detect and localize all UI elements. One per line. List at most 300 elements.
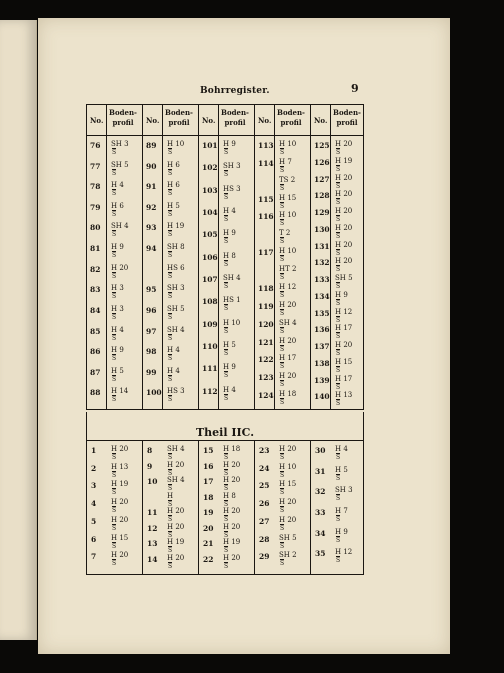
bore-number: 84 [90,305,101,315]
bore-number: 30 [315,446,326,455]
subsoil-symbol: S [224,485,229,492]
soil-profile: HS 3 [223,184,241,193]
bore-number: 27 [259,516,270,526]
soil-profile: H 6 [167,160,180,169]
subsoil-symbol: S [168,210,173,218]
bore-number: 95 [146,285,157,295]
soil-profile: H 15 [335,357,353,366]
soil-profile: H 5 [167,201,180,210]
subsoil-symbol: S [168,547,173,554]
subsoil-symbol: S [224,260,229,268]
subsoil-symbol: S [112,334,117,342]
bore-number: 29 [259,552,270,562]
soil-profile: H 20 [335,190,353,199]
bore-number: 107 [202,275,218,284]
number-divider [218,105,219,409]
subsoil-symbol: S [112,231,117,239]
bore-number: 5 [91,516,97,526]
subsoil-symbol: S [280,327,285,335]
header-no: No. [314,116,328,125]
subsoil-symbol: S [112,293,117,301]
subsoil-symbol: S [280,274,285,282]
subsoil-symbol: S [280,381,285,389]
subsoil-symbol: S [224,350,229,357]
subsoil-symbol: S [112,396,117,404]
bore-number: 92 [146,202,157,212]
bore-number: 98 [146,347,157,357]
bore-number: 22 [203,554,214,564]
soil-profile: H 20 [335,341,353,349]
bore-number: 124 [258,391,274,401]
bore-number: 4 [91,499,97,509]
subsoil-symbol: S [168,252,173,260]
soil-profile: H 20 [111,445,129,453]
subsoil-symbol: S [168,190,173,198]
subsoil-symbol: S [336,316,341,324]
bore-number: 116 [258,212,274,222]
bore-number: 136 [314,325,330,335]
subsoil-symbol: S [224,516,229,523]
soil-profile: H 5 [335,465,348,474]
bore-number: 140 [314,392,330,402]
soil-profile: SH 4 [167,476,185,484]
bore-number: 9 [147,461,153,471]
soil-profile: H 14 [111,387,129,396]
subsoil-symbol: S [168,485,173,492]
subsoil-symbol: S [112,489,117,497]
soil-profile: H 10 [167,140,185,148]
subsoil-symbol: S [224,531,229,539]
bore-number: 33 [315,508,326,517]
bore-number: 31 [315,466,326,476]
subsoil-symbol: S [224,394,229,402]
column-divider [142,105,143,409]
soil-profile: H 20 [223,476,241,484]
subsoil-symbol: S [224,193,229,201]
subsoil-symbol: S [168,169,173,177]
bore-number: 139 [314,375,330,385]
soil-profile: H 12 [335,307,353,316]
section-rule [87,440,363,441]
header-profile: Boden- profil [221,108,249,127]
subsoil-symbol: S [280,309,285,317]
soil-profile: H 20 [279,498,297,507]
bore-number: 119 [258,301,274,311]
subsoil-symbol: S [280,220,285,228]
subsoil-symbol: S [168,396,173,404]
subsoil-symbol: S [112,210,117,218]
subsoil-symbol: S [336,536,341,544]
bore-number: 32 [315,487,326,497]
soil-profile: H 9 [335,527,348,536]
soil-profile: SH 4 [167,325,185,334]
bore-number: 79 [90,202,101,212]
subsoil-symbol: S [336,216,341,223]
bore-number: 129 [314,208,330,217]
soil-profile: H 10 [223,318,241,327]
subsoil-symbol: S [112,313,117,321]
bore-number: 87 [90,367,101,377]
soil-profile: H 20 [111,263,129,272]
soil-profile: H 4 [223,385,236,394]
soil-profile: H 20 [111,515,129,524]
bore-number: 128 [314,191,330,201]
bore-number: 96 [146,305,157,315]
subsoil-symbol: S [224,372,229,380]
subsoil-symbol: S [168,355,173,363]
soil-profile: HS 3 [167,387,185,396]
subsoil-symbol: S [336,383,341,391]
soil-profile: H 5 [223,341,236,349]
subsoil-symbol: S [280,399,285,407]
subsoil-symbol: S [112,375,117,383]
subsoil-symbol: S [280,291,285,299]
bore-number: 15 [203,446,214,455]
soil-profile: H 20 [279,445,297,453]
bore-number: 118 [258,283,274,293]
bore-number: 80 [90,223,101,233]
soil-profile: H 10 [279,140,297,148]
bore-number: 101 [202,141,218,150]
bore-number: 102 [202,163,218,173]
soil-profile: SH 4 [167,445,185,453]
soil-profile: H 13 [335,391,353,400]
soil-profile: H 20 [223,553,241,562]
bore-number: 8 [147,446,153,455]
soil-profile: H 20 [167,553,185,562]
bore-number: 134 [314,291,330,301]
bore-number: 113 [258,141,274,150]
subsoil-symbol: S [168,500,173,508]
subsoil-symbol: S [224,500,229,508]
subsoil-symbol: S [280,524,285,532]
bore-number: 18 [203,492,214,502]
soil-profile: H 6 [111,201,124,210]
soil-profile: H 18 [279,390,297,399]
register-table-top [86,104,364,410]
bore-number: 91 [146,182,157,192]
bore-number: 117 [258,248,274,258]
bore-number: 1 [91,446,97,455]
soil-profile: H 19 [111,480,129,489]
subsoil-symbol: S [336,232,341,240]
soil-profile: H 12 [279,282,297,291]
soil-profile: SH 3 [223,162,241,171]
bore-number: 94 [146,244,157,254]
bore-number: 130 [314,224,330,234]
bore-number: 106 [202,252,218,262]
subsoil-symbol: S [336,333,341,341]
header-profile: Boden- profil [109,108,137,127]
soil-profile: H 5 [111,366,124,375]
subsoil-symbol: S [224,216,229,223]
subsoil-symbol: S [224,238,229,246]
subsoil-symbol: S [112,355,117,363]
subsoil-symbol: S [224,149,229,156]
subsoil-symbol: S [280,345,285,353]
subsoil-symbol: S [336,149,341,156]
column-divider [198,440,199,574]
subsoil-symbol: S [280,560,285,568]
soil-profile: H 4 [335,445,348,453]
soil-profile: HS 1 [223,296,241,305]
header-no: No. [258,116,272,125]
soil-profile: H 3 [111,304,124,313]
soil-profile: SH 4 [223,274,241,282]
subsoil-symbol: S [168,149,173,156]
bore-number: 11 [147,508,158,517]
bore-number: 20 [203,523,214,533]
soil-profile: H 20 [223,460,241,469]
column-divider [310,105,311,409]
soil-profile: H 20 [335,207,353,215]
header-no: No. [146,116,160,125]
subsoil-symbol: S [112,507,117,515]
bore-number: 125 [314,141,330,150]
bore-number: 132 [314,258,330,268]
subsoil-symbol: S [112,454,117,461]
soil-profile: H 20 [279,300,297,309]
subsoil-symbol: S [224,327,229,335]
soil-profile: H 9 [111,243,124,252]
bore-number: 12 [147,523,158,533]
bore-number: 85 [90,326,101,336]
bore-number: 103 [202,185,218,195]
bore-number: 104 [202,208,218,217]
bore-number: 86 [90,347,101,357]
bore-number: 17 [203,477,214,486]
soil-profile: H 19 [335,156,353,165]
page-number: 9 [351,82,359,95]
bore-number: 16 [203,461,214,471]
soil-profile: H 9 [223,363,236,372]
number-divider [330,105,331,409]
bore-number: 6 [91,534,97,544]
bore-number: 26 [259,499,270,509]
bore-number: 123 [258,373,274,383]
bore-number: 120 [258,319,274,329]
soil-profile: H 15 [279,193,297,202]
soil-profile: H 9 [335,290,348,299]
subsoil-symbol: S [224,469,229,477]
soil-profile: H 4 [111,325,124,334]
subsoil-symbol: S [168,272,173,280]
soil-profile: H 17 [279,354,297,363]
bore-number: 23 [259,446,270,455]
subsoil-symbol: S [168,375,173,383]
bore-number: 83 [90,285,101,295]
bore-number: 109 [202,319,218,329]
subsoil-symbol: S [168,531,173,539]
soil-profile: SH 5 [111,160,129,169]
soil-profile: H 20 [223,507,241,515]
subsoil-symbol: S [336,454,341,461]
subsoil-symbol: S [224,305,229,313]
subsoil-symbol: S [112,190,117,198]
bore-number: 112 [202,386,218,396]
facing-page-edge [0,20,37,640]
soil-profile: H 4 [167,366,180,375]
subsoil-symbol: S [112,471,117,479]
bore-number: 121 [258,337,274,347]
soil-profile: H 15 [111,533,129,542]
soil-profile: H 20 [335,240,353,249]
soil-profile: H 20 [111,551,129,560]
running-title: Bohrregister. [200,86,270,96]
soil-profile: H 8 [223,251,236,260]
subsoil-symbol: S [224,547,229,554]
subsoil-symbol: S [280,184,285,192]
subsoil-symbol: S [336,557,341,565]
bore-number: 133 [314,275,330,284]
subsoil-symbol: S [224,283,229,290]
subsoil-symbol: S [336,199,341,207]
subsoil-symbol: S [224,454,229,461]
bore-number: 25 [259,481,270,491]
soil-profile: SH 3 [111,140,129,148]
bore-number: 111 [202,364,218,374]
soil-profile: SH 5 [167,304,185,313]
bore-number: 131 [314,241,330,251]
bore-number: 122 [258,355,274,365]
bore-number: 2 [91,463,97,473]
section-title: Theil IIC. [196,426,255,439]
soil-profile: T 2 [279,229,291,238]
soil-profile: H 17 [335,324,353,333]
bore-number: 99 [146,367,157,377]
bore-number: 7 [91,552,97,562]
soil-profile: H 20 [167,460,185,469]
soil-profile: H 7 [335,507,348,515]
subsoil-symbol: S [336,495,341,503]
soil-profile: SH 5 [335,274,353,282]
bore-number: 14 [147,554,158,564]
header-no: No. [202,116,216,125]
subsoil-symbol: S [224,562,229,570]
soil-profile: H 19 [167,222,185,231]
subsoil-symbol: S [168,562,173,570]
column-divider [142,440,143,574]
subsoil-symbol: S [336,400,341,408]
soil-profile: H 20 [167,507,185,515]
subsoil-symbol: S [168,469,173,477]
bore-number: 81 [90,244,101,254]
bore-number: 28 [259,534,270,544]
subsoil-symbol: S [336,366,341,374]
column-divider [310,440,311,574]
soil-profile: H 20 [167,522,185,531]
bore-number: 93 [146,223,157,233]
bore-number: 35 [315,549,326,559]
subsoil-symbol: S [168,334,173,342]
bore-number: 3 [91,481,97,491]
bore-number: 77 [90,161,101,171]
subsoil-symbol: S [168,454,173,461]
soil-profile: SH 3 [335,486,353,495]
subsoil-symbol: S [336,182,341,190]
subsoil-symbol: S [168,313,173,321]
soil-profile: H 17 [335,374,353,383]
soil-profile: H 20 [335,223,353,232]
soil-profile: H [167,491,174,500]
soil-profile: SH 4 [279,318,297,327]
soil-profile: HS 6 [167,263,185,272]
bore-number: 100 [146,388,162,398]
column-divider [254,440,255,574]
subsoil-symbol: S [280,507,285,515]
bore-number: 108 [202,297,218,307]
bore-number: 110 [202,342,218,351]
soil-profile: H 9 [223,229,236,238]
soil-profile: H 20 [335,173,353,182]
soil-profile: H 19 [167,538,185,546]
soil-profile: SH 4 [111,222,129,231]
subsoil-symbol: S [336,266,341,274]
soil-profile: H 15 [279,480,297,489]
bore-number: 90 [146,161,157,171]
bore-number: 138 [314,358,330,368]
bore-number: 137 [314,342,330,351]
subsoil-symbol: S [112,169,117,177]
soil-profile: SH 8 [167,243,185,252]
soil-profile: SH 2 [279,551,297,560]
subsoil-symbol: S [336,299,341,307]
soil-profile: H 10 [279,211,297,220]
soil-profile: H 20 [279,336,297,345]
soil-profile: H 3 [111,284,124,293]
soil-profile: H 13 [111,462,129,471]
bore-number: 115 [258,194,274,204]
soil-profile: H 4 [223,207,236,215]
soil-profile: TS 2 [279,175,296,184]
soil-profile: H 10 [279,462,297,471]
subsoil-symbol: S [336,474,341,482]
soil-profile: H 20 [223,522,241,531]
bore-number: 88 [90,388,101,398]
subsoil-symbol: S [280,166,285,174]
soil-profile: H 20 [335,140,353,148]
subsoil-symbol: S [112,149,117,156]
soil-profile: H 9 [111,346,124,355]
bore-number: 21 [203,539,214,548]
subsoil-symbol: S [168,231,173,239]
header-no: No. [90,116,104,125]
number-divider [106,105,107,409]
soil-profile: H 6 [167,181,180,190]
subsoil-symbol: S [280,454,285,461]
bore-number: 105 [202,230,218,240]
subsoil-symbol: S [112,560,117,568]
subsoil-symbol: S [336,516,341,523]
subsoil-symbol: S [112,542,117,550]
header-profile: Boden- profil [333,108,361,127]
soil-profile: H 20 [279,515,297,524]
bore-number: 89 [146,141,157,150]
subsoil-symbol: S [112,272,117,280]
soil-profile: H 12 [335,548,353,557]
subsoil-symbol: S [280,363,285,371]
subsoil-symbol: S [112,252,117,260]
soil-profile: H 10 [279,247,297,256]
soil-profile: H 18 [223,445,241,453]
soil-profile: H 9 [223,140,236,148]
number-divider [162,105,163,409]
bore-number: 135 [314,308,330,318]
soil-profile: H 20 [335,257,353,266]
subsoil-symbol: S [336,350,341,357]
bore-number: 97 [146,326,157,336]
soil-profile: H 8 [223,491,236,500]
